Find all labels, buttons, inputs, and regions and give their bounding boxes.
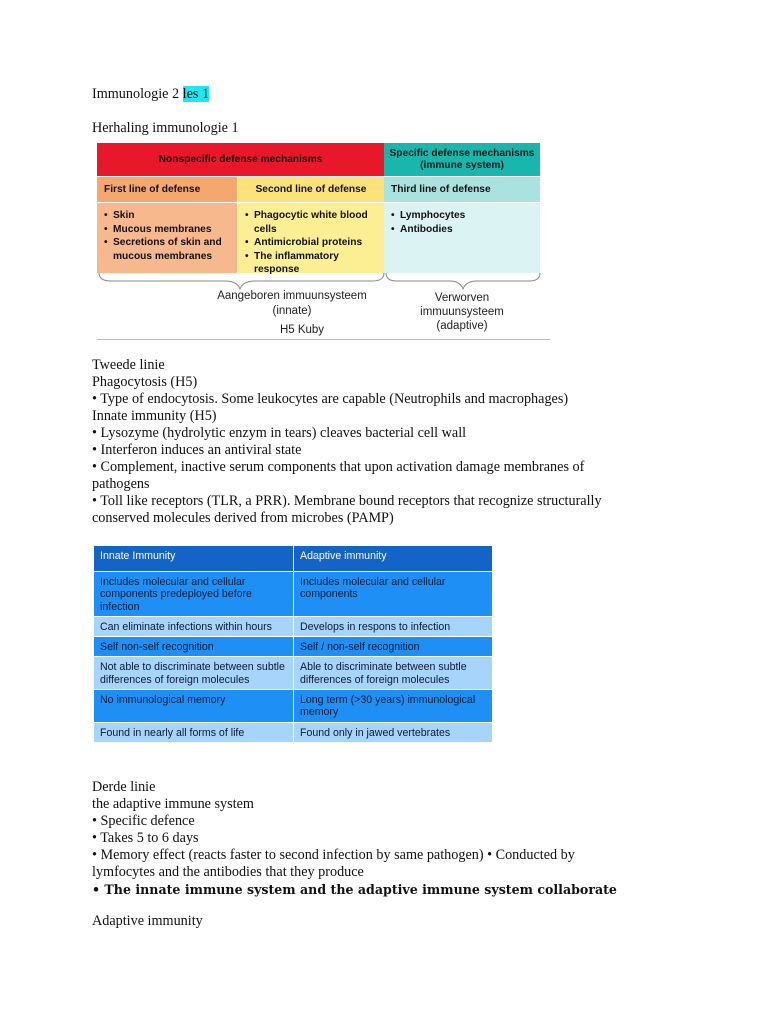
nonspecific-header: Nonspecific defense mechanisms — [97, 143, 384, 176]
specific-header: Specific defense mechanisms (immune system) — [384, 143, 540, 176]
text-line: • Memory effect (reacts faster to second infection by same pathogen) • Conducted by — [92, 847, 575, 863]
table-cell: Found only in jawed vertebrates — [294, 722, 493, 742]
table-row — [94, 572, 493, 617]
bold-text-line: • The innate immune system and the adaptive immune system collaborate — [92, 882, 617, 897]
table-cell: Develops in respons to infection — [294, 616, 493, 636]
adaptive-label: Verworven immuunsysteem (adaptive) — [420, 292, 504, 332]
table-cell: Able to discriminate between subtle differences of foreign molecules — [294, 657, 493, 690]
section-heading: Derde linie — [92, 779, 156, 795]
table-cell: Can eliminate infections within hours — [94, 616, 294, 636]
title-highlight: les 1 — [182, 86, 210, 102]
brace-lines — [97, 271, 550, 291]
table-row — [94, 722, 493, 742]
section-heading: Tweede linie — [92, 357, 165, 373]
table-row — [94, 690, 493, 723]
text-line: Innate immunity (H5) — [92, 408, 217, 424]
text-line: • Lysozyme (hydrolytic enzym in tears) cleaves bacterial cell wall — [92, 425, 467, 441]
text-line: • Takes 5 to 6 days — [92, 830, 199, 846]
innate-vs-adaptive-table — [93, 545, 493, 743]
third-line-items — [384, 203, 540, 273]
text-line: • Interferon induces an antiviral state — [92, 442, 302, 458]
text-line: lymfocytes and the antibodies that they produce — [92, 864, 364, 880]
table-header: Adaptive immunity — [294, 546, 493, 572]
innate-label: Aangeboren immuunsysteem (innate) — [217, 290, 367, 317]
table-cell: Self / non-self recognition — [294, 637, 493, 657]
title-text: Immunologie 2 — [92, 86, 183, 102]
defense-mechanisms-diagram — [97, 143, 550, 343]
source-label: H5 Kuby — [279, 324, 325, 336]
list-item: • Antibodies — [391, 223, 540, 237]
section-tweede-linie — [92, 357, 602, 527]
second-line-items — [238, 203, 384, 273]
text-line: pathogens — [92, 476, 150, 492]
text-line: conserved molecules derived from microbes (PAMP) — [92, 510, 394, 526]
table-cell: Includes molecular and cellular components — [294, 572, 493, 617]
document-title — [92, 86, 209, 103]
subtitle: Herhaling immunologie 1 — [92, 120, 239, 136]
table-cell: Not able to discriminate between subtle differences of foreign molecules — [94, 657, 294, 690]
first-line-items — [97, 203, 237, 273]
table-cell: Found in nearly all forms of life — [94, 722, 294, 742]
table-cell: Includes molecular and cellular components predeployed before infection — [94, 572, 294, 617]
first-line-header: First line of defense — [97, 177, 237, 202]
divider — [97, 339, 550, 340]
text-line: • Specific defence — [92, 813, 195, 829]
table-row — [94, 616, 493, 636]
table-cell: No immunological memory — [94, 690, 294, 723]
list-item: • Phagocytic white blood cells — [245, 209, 384, 236]
table-header: Innate Immunity — [94, 546, 294, 572]
list-item: • Mucous membranes — [104, 223, 237, 237]
third-line-header: Third line of defense — [384, 177, 540, 202]
second-line-header: Second line of defense — [238, 177, 384, 202]
list-item: • Lymphocytes — [391, 209, 540, 223]
text-line: • Complement, inactive serum components that upon activation damage membranes of — [92, 459, 585, 475]
table-row — [94, 637, 493, 657]
table-cell: Self non-self recognition — [94, 637, 294, 657]
section-derde-linie — [92, 779, 617, 898]
table-header-row — [94, 546, 493, 572]
text-line: • Toll like receptors (TLR, a PRR). Membrane bound receptors that recognize structurally — [92, 493, 602, 509]
footer-heading: Adaptive immunity — [92, 913, 203, 929]
list-item: • Skin — [104, 209, 237, 223]
list-item: • Secretions of skin and mucous membranes — [104, 236, 237, 263]
list-item: • The inflammatory response — [245, 250, 384, 277]
text-line: Phagocytosis (H5) — [92, 374, 198, 390]
text-line: the adaptive immune system — [92, 796, 254, 812]
list-item: • Antimicrobial proteins — [245, 236, 384, 250]
text-line: • Type of endocytosis. Some leukocytes are capable (Neutrophils and macrophages) — [92, 391, 569, 407]
table-cell: Long term (>30 years) immunological memory — [294, 690, 493, 723]
table-row — [94, 657, 493, 690]
